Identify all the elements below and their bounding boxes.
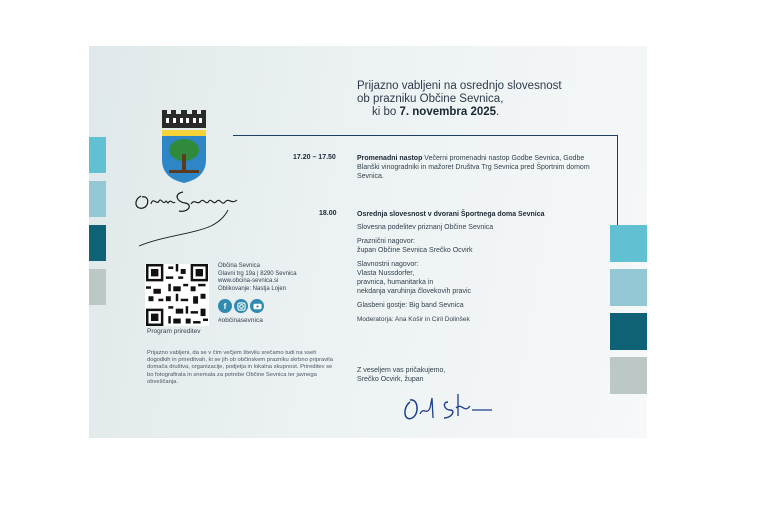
decor-square-right-3 (610, 313, 647, 350)
mayor-signature-icon (400, 388, 495, 426)
music-guests: Glasbeni gostje: Big band Sevnica (357, 302, 464, 309)
date-prefix: ki bo (372, 106, 400, 118)
guest-name: Vlasta Nussdorfer, (357, 270, 415, 277)
event-date: 7. novembra 2025 (399, 106, 497, 118)
contact-web-link[interactable]: www.obcina-sevnica.si (218, 278, 279, 285)
decor-square-right-2 (610, 269, 647, 306)
youtube-icon[interactable] (250, 299, 264, 313)
contact-address: Glavni trg 19a | 8290 Sevnica (218, 270, 297, 277)
decor-square-left-4 (89, 269, 106, 305)
invitation-line-1: Prijazno vabljeni na osrednjo slovesnost (357, 80, 562, 92)
guest-role-1: pravnica, humanitarka in (357, 279, 434, 286)
decor-square-right-4 (610, 357, 647, 394)
event2-description (357, 210, 602, 324)
moderators: Moderatorja: Ana Košir in Ciril Dolinšek (357, 316, 470, 323)
qr-code[interactable] (145, 264, 209, 326)
closing-line-1: Z veseljem vas pričakujemo, (357, 367, 446, 374)
invitation-line-3 (357, 106, 607, 119)
event1-title: Promenadni nastop (357, 155, 423, 162)
facebook-icon[interactable]: f (218, 299, 232, 313)
event2-title: Osrednja slovesnost v dvorani Športnega doma Sevnica (357, 211, 545, 218)
footer-note: Prijazno vabljeni, da se v čim večjem številu srečamo tudi na vseh dogodkih in prireditvah, ki se jih ob občinskem prazniku skrbno pripravila domača društva, organizacije, podjetja in lokalna skupnost. Prireditev se bo fotografirala in snemala za potrebe Občine Sevnica ter javnega obveščanja. (147, 350, 333, 385)
municipality-signature-icon (133, 186, 243, 250)
guest-label: Slavnostni nagovor: (357, 261, 419, 268)
hashtag: #občinasevnica (218, 317, 263, 324)
decor-square-left-1 (89, 137, 106, 173)
event1-time: 17.20 – 17.50 (293, 154, 336, 161)
contact-name: Občina Sevnica (218, 263, 261, 269)
municipality-crest-icon (159, 110, 209, 184)
contact-info (218, 263, 297, 293)
invitation-line-2: ob prazniku Občine Sevnica, (357, 93, 504, 105)
event2-awards: Slovesna podelitev priznanj Občine Sevnica (357, 224, 494, 231)
closing (357, 366, 445, 384)
invitation-heading (357, 80, 607, 119)
event1-text: Večerni promenadni nastop Godbe Sevnica, Godbe Blanški vinogradniki in mažoret Društva Trg Sevnica pred Športnim domom Sevnica. (357, 155, 590, 180)
decor-square-right-1 (610, 225, 647, 262)
divider-vertical (617, 135, 618, 225)
contact-design-credit: Oblikovanje: Nastja Lojen (218, 285, 287, 292)
social-icons (218, 299, 264, 313)
event1-description (357, 154, 602, 181)
guest-role-2: nekdanja varuhinja človekovih pravic (357, 288, 472, 295)
divider-horizontal (233, 135, 618, 136)
speech-label: Praznični nagovor: (357, 238, 415, 245)
date-suffix: . (496, 106, 500, 118)
closing-line-2: Srečko Ocvirk, župan (357, 376, 424, 383)
decor-square-left-2 (89, 181, 106, 217)
instagram-icon[interactable] (234, 299, 248, 313)
decor-square-left-3 (89, 225, 106, 261)
event2-time: 18.00 (319, 210, 337, 217)
speech-person: župan Občine Sevnica Srečko Ocvirk (357, 247, 473, 254)
qr-label: Program prireditev (147, 328, 201, 335)
